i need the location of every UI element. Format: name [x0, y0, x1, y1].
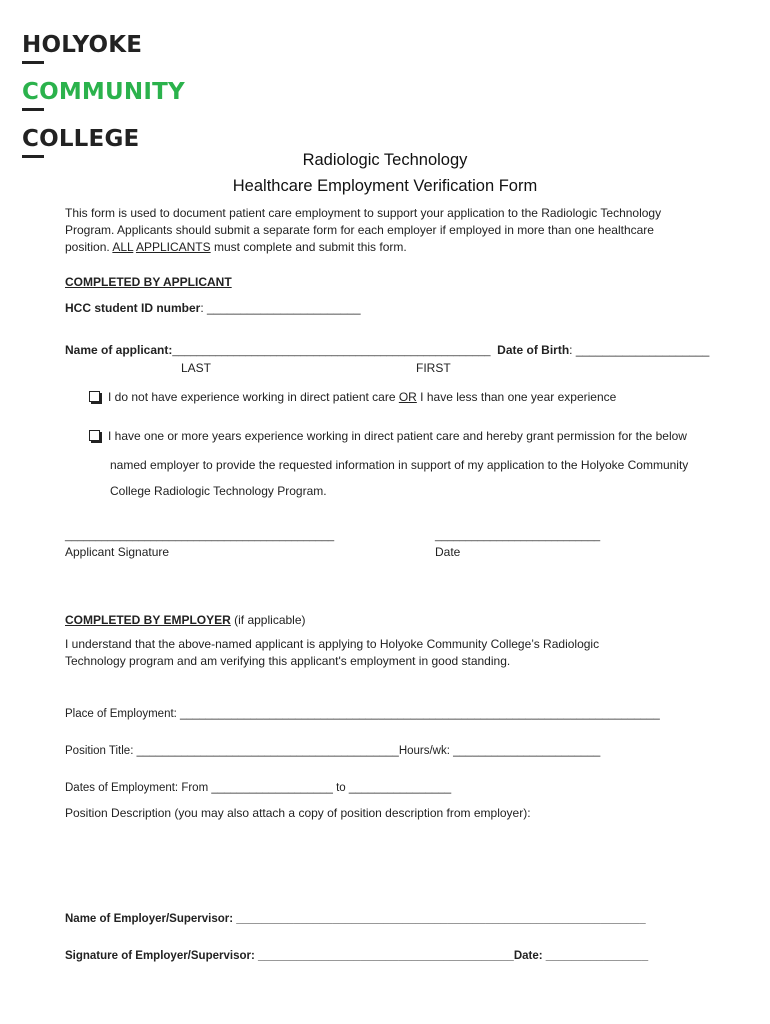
dob-blank[interactable]: : ____________________: [569, 343, 710, 357]
employer-heading-suffix: (if applicable): [230, 613, 306, 627]
student-id-field[interactable]: [65, 300, 361, 317]
position-description-label: Position Description (you may also attach a copy of position description from employer):: [65, 806, 531, 820]
checkbox-icon[interactable]: [89, 391, 100, 402]
intro-text: must complete and submit this form.: [210, 240, 407, 254]
intro-applicants: APPLICANTS: [135, 240, 211, 254]
logo-bar: [22, 108, 44, 111]
employer-signature-field[interactable]: Signature of Employer/Supervisor: ________________________________________Date: ________________: [65, 950, 649, 962]
position-title-field[interactable]: Position Title: _________________________________________Hours/wk: _______________________: [65, 745, 601, 757]
applicant-section-heading: COMPLETED BY APPLICANT: [65, 275, 232, 289]
applicant-date-label: Date: [435, 545, 461, 559]
dates-of-employment-field[interactable]: Dates of Employment: From ___________________ to ________________: [65, 782, 452, 794]
has-experience-option[interactable]: [89, 428, 687, 445]
applicant-name-blank[interactable]: ____________________________________________________: [172, 345, 491, 357]
employer-heading-text: COMPLETED BY EMPLOYER: [65, 613, 231, 627]
option-text: I have less than one year experience: [416, 390, 617, 404]
intro-line: This form is used to document patient care employment to support your application to the Radiologic Technology: [65, 206, 662, 220]
student-id-label: HCC student ID number: [65, 301, 201, 315]
applicant-date-line[interactable]: ___________________________: [435, 530, 601, 542]
applicant-name-field[interactable]: [65, 342, 709, 360]
logo-word-community: COMMUNITY: [22, 79, 185, 105]
intro-line: Program. Applicants should submit a separate form for each employer if employed in more than one healthcare: [65, 223, 654, 237]
intro-text: position.: [65, 240, 113, 254]
intro-paragraph: [65, 205, 661, 256]
option-text: I have one or more years experience working in direct patient care and hereby grant permission for the below: [108, 429, 687, 443]
place-of-employment-field[interactable]: Place of Employment: ___________________________________________________________________________: [65, 708, 660, 720]
no-experience-option[interactable]: [89, 389, 616, 406]
logo-bar: [22, 61, 44, 64]
option-text: I do not have experience working in direct patient care: [108, 390, 399, 404]
college-logo: [22, 34, 185, 158]
student-id-blank[interactable]: : _______________________: [200, 301, 361, 315]
employer-name-field[interactable]: Name of Employer/Supervisor: ________________________________________________________________: [65, 913, 646, 925]
intro-all: ALL: [112, 240, 134, 254]
last-name-caption: LAST: [181, 361, 212, 375]
checkbox-icon[interactable]: [89, 430, 100, 441]
employer-section-heading: [65, 612, 306, 629]
intro-line: [65, 239, 661, 256]
applicant-name-label: Name of applicant:: [65, 343, 173, 357]
logo-word-holyoke: HOLYOKE: [22, 32, 143, 58]
applicant-signature-label: Applicant Signature: [65, 545, 170, 559]
statement-line: Technology program and am verifying this applicant's employment in good standing.: [65, 654, 511, 668]
statement-line: I understand that the above-named applicant is applying to Holyoke Community College’s Radiologic: [65, 637, 600, 651]
option-or: OR: [398, 390, 417, 404]
option-text-continued: named employer to provide the requested information in support of my application to the Holyoke Community: [110, 458, 689, 472]
dob-label: Date of Birth: [497, 343, 570, 357]
employer-statement: [65, 636, 599, 670]
option-text-continued: College Radiologic Technology Program.: [110, 484, 327, 498]
form-title-program: Radiologic Technology: [302, 151, 468, 169]
form-title-main: Healthcare Employment Verification Form: [232, 177, 538, 195]
applicant-signature-line[interactable]: ____________________________________________: [65, 530, 335, 542]
first-name-caption: FIRST: [416, 361, 451, 375]
logo-word-college: COLLEGE: [22, 126, 140, 152]
